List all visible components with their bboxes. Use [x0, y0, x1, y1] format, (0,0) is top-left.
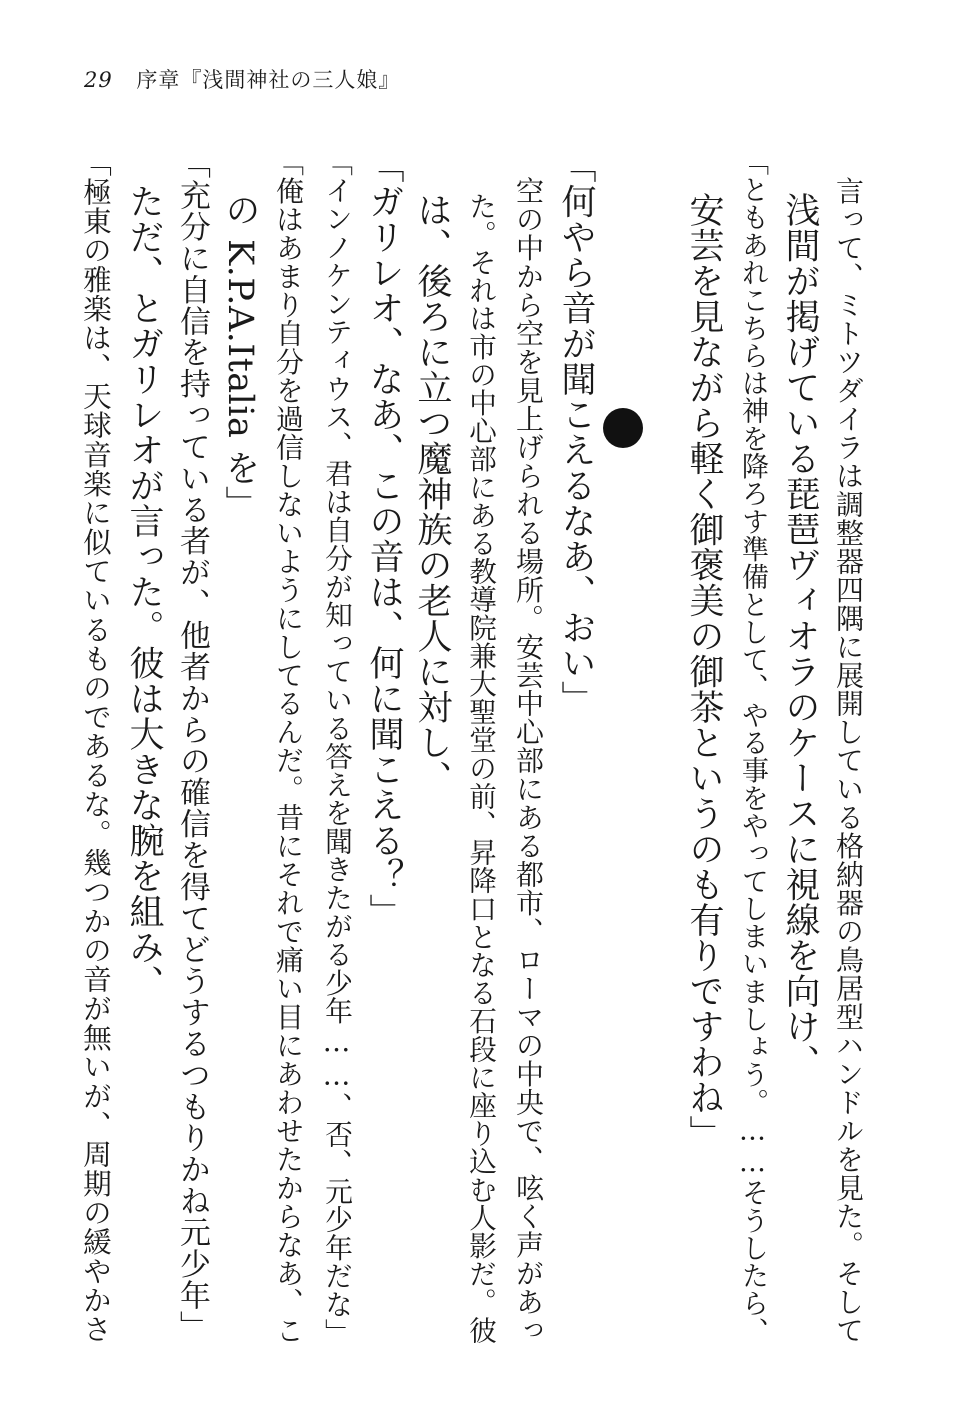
text-column-6: 空の中から空を見上げられる場所。安芸中心部にある都市、ローマの中央で、呟く声があっ — [512, 148, 545, 1345]
text-column-11: 「俺はあまり自分を過信しないようにしてるんだ。昔にそれで痛い目にあわせたからなあ、こ — [272, 148, 305, 1345]
text-column-1: 言って、ミトツダイラは調整器四隅に展開している格納器の鳥居型ハンドルを見た。そして — [832, 148, 865, 1345]
section-break-dot — [603, 408, 643, 448]
text-column-15: 「極東の雅楽は、天球音楽に似ているものであるな。幾つかの音が無いが、周期の緩やかさ — [79, 148, 113, 1344]
page-header — [84, 64, 400, 94]
text-column-10: 「インノケンティウス、君は自分が知っている答えを聞きたがる少年……、否、元少年だな」 — [320, 148, 353, 1347]
text-column-8: は、後ろに立つ魔神族の老人に対し、 — [412, 192, 452, 796]
text-column-3: 「ともあれこちらは神を降ろす準備として、やる事をやってしまいましょう。……そうしたら、 — [737, 148, 768, 1345]
text-column-12: の K.P.A.Italia を」 — [220, 192, 260, 522]
text-column-9: 「ガリレオ、なあ、この音は、何に聞こえる？」 — [364, 148, 404, 929]
text-column-13: 「充分に自信を持っている者が、他者からの確信を得てどうするつもりかね元少年」 — [174, 148, 210, 1342]
text-column-14: ただ、とガリレオが言った。彼は大きな腕を組み、 — [124, 148, 164, 1000]
text-column-2: 浅間が掲げている琵琶ヴィオラのケースに視線を向け、 — [780, 192, 820, 1080]
text-column-7: た。それは市の中心部にある教導院兼大聖堂の前、昇降口となる石段に座り込む人影だ。彼 — [464, 192, 497, 1345]
text-column-4: 安芸を見ながら軽く御褒美の御茶というのも有りですわね」 — [684, 192, 724, 1151]
page-number: 29 — [84, 68, 113, 92]
chapter-title: 序章『浅間神社の三人娘』 — [136, 68, 401, 92]
text-column-5: 「何やら音が聞こえるなあ、おい」 — [556, 148, 596, 716]
